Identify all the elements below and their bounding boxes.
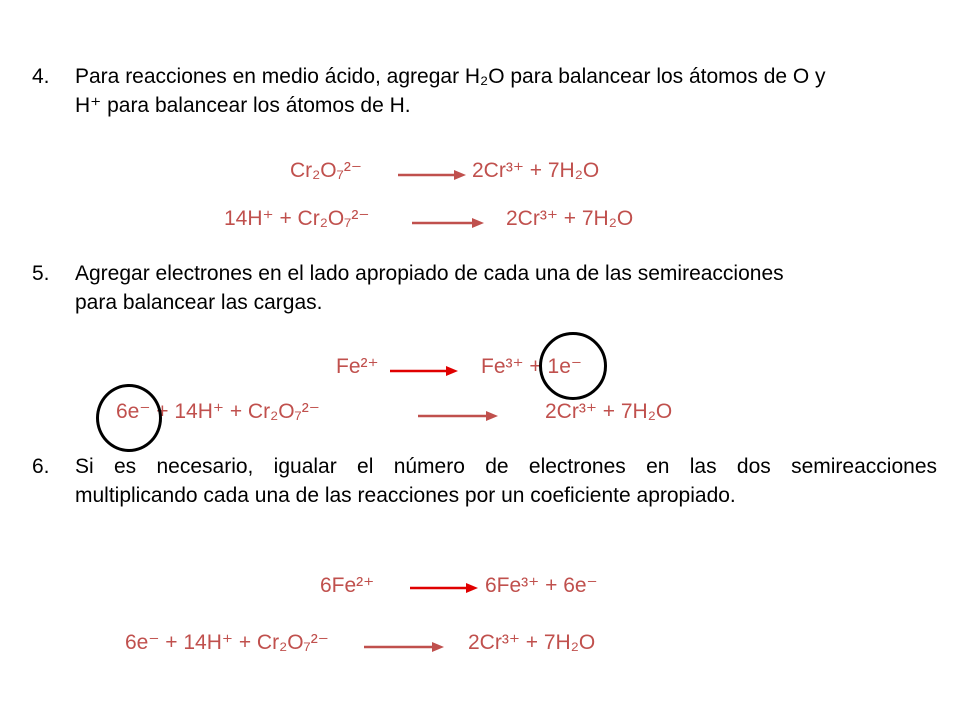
reaction-arrow-icon: [410, 583, 478, 593]
equation-2: [0, 206, 960, 236]
reaction-arrow-icon: [364, 642, 444, 652]
equation-3-products: Fe³⁺ + 1e⁻: [481, 355, 582, 378]
equation-6-products: 2Cr³⁺ + 7H₂O: [468, 631, 596, 654]
step-number: 4.: [32, 65, 50, 88]
step-number: 6.: [32, 455, 50, 478]
reaction-arrow-icon: [412, 218, 484, 228]
reaction-arrow-icon: [390, 366, 458, 376]
reaction-arrow-icon: [418, 411, 498, 421]
equation-5: [0, 573, 960, 603]
equation-4-products: 2Cr³⁺ + 7H₂O: [545, 400, 673, 423]
equation-3: [0, 354, 960, 384]
step-text-line2: H⁺ para balancear los átomos de H.: [75, 94, 411, 117]
step-text-line1: Agregar electrones en el lado apropiado de cada una de las semireacciones: [75, 262, 784, 285]
equation-6: [0, 630, 960, 660]
equation-1-reactants: Cr₂O₇²⁻: [290, 159, 362, 182]
equation-6-reactants: 6e⁻ + 14H⁺ + Cr₂O₇²⁻: [125, 631, 329, 654]
highlight-circle: [96, 384, 162, 452]
step-number: 5.: [32, 262, 50, 285]
equation-1: [0, 158, 960, 188]
step-text-line1: Si es necesario, igualar el número de electrones en las dos semireacciones: [75, 455, 937, 478]
equation-2-products: 2Cr³⁺ + 7H₂O: [506, 207, 634, 230]
equation-5-reactants: 6Fe²⁺: [320, 574, 375, 597]
reaction-arrow-icon: [398, 170, 466, 180]
step-text-line2: para balancear las cargas.: [75, 291, 323, 314]
step-text-line1: Para reacciones en medio ácido, agregar H₂O para balancear los átomos de O y: [75, 65, 826, 88]
step-text-line2: multiplicando cada una de las reacciones por un coeficiente apropiado.: [75, 484, 736, 507]
equation-1-products: 2Cr³⁺ + 7H₂O: [472, 159, 600, 182]
equation-2-reactants: 14H⁺ + Cr₂O₇²⁻: [224, 207, 370, 230]
equation-5-products: 6Fe³⁺ + 6e⁻: [485, 574, 598, 597]
equation-3-reactants: Fe²⁺: [336, 355, 379, 378]
equation-4-reactants: 6e⁻ + 14H⁺ + Cr₂O₇²⁻: [116, 400, 320, 423]
highlight-circle: [539, 332, 607, 400]
